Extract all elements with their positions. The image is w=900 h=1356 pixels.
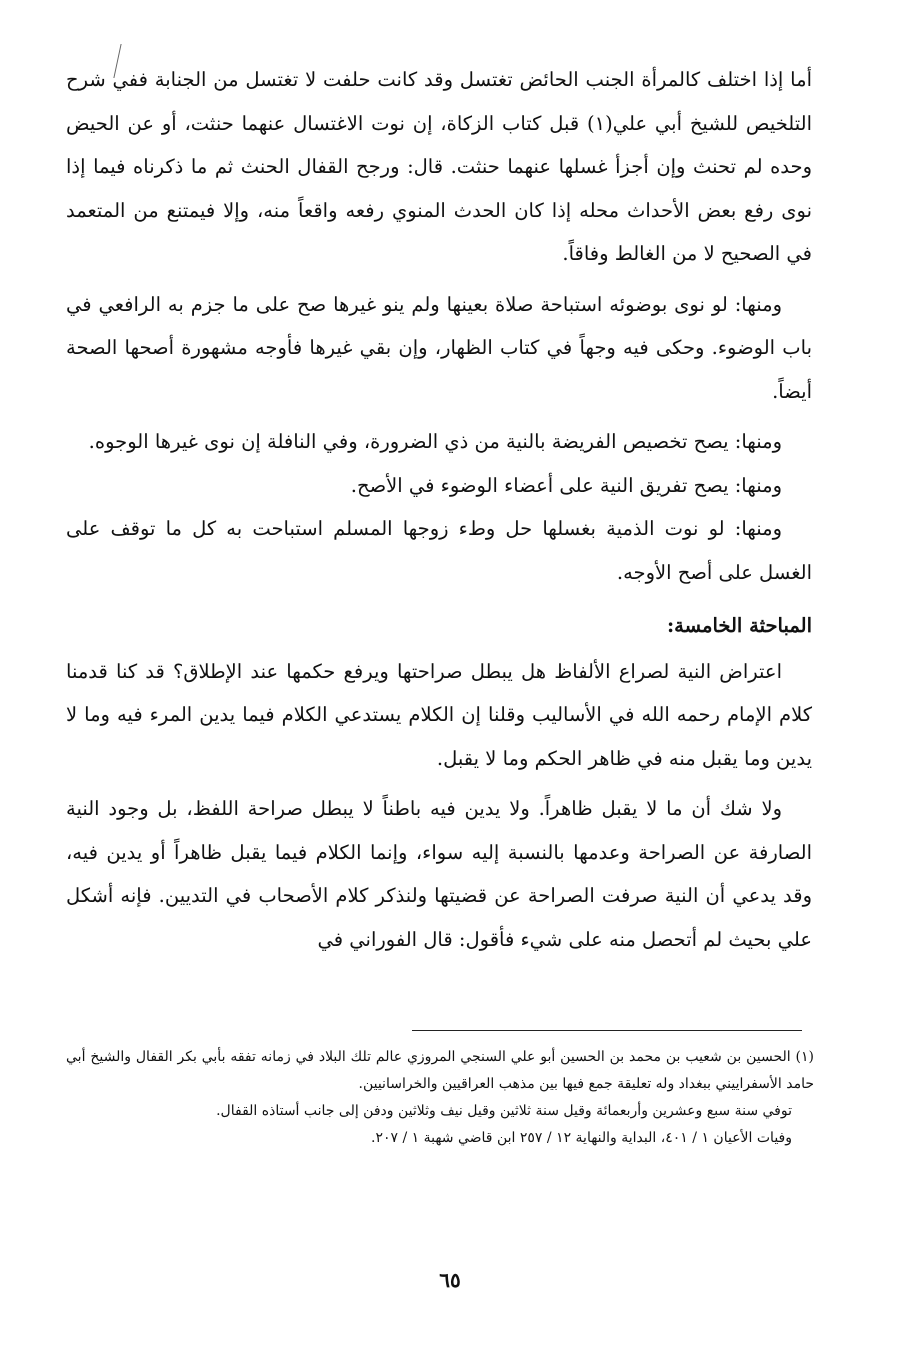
paragraph: ولا شك أن ما لا يقبل ظاهراً. ولا يدين فيه باطناً لا يبطل صراحة اللفظ، بل وجود النية الصارفة عن الصراحة وعدمها بالنسبة إليه سواء، وإنما الكلام فيما يقبل ظاهراً أو يدين فيه، وقد يدعي أن النية صرفت الصراحة عن قضيتها ولنذكر كلام الأصحاب في التديين. فإنه أشكل علي بحيث لم أتحصل منه على شيء فأقول: قال الفوراني في xyxy=(66,797,812,951)
footnote-text: وفيات الأعيان ١ / ٤٠١، البداية والنهاية ١٢ / ٢٥٧ ابن قاضي شهبة ١ / ٢٠٧. xyxy=(371,1130,792,1146)
footnote-text: (١) الحسين بن شعيب بن محمد بن الحسين أبو علي السنجي المروزي عالم تلك البلاد في زمانه تفقه بأبي بكر القفال والشيخ أبي حامد الأسفراييني ببغداد وله تعليقة جمع فيها بين مذهب العراقيين والخراسانيين. xyxy=(66,1049,814,1092)
main-text-body xyxy=(66,58,812,961)
paragraph: ومنها: يصح تخصيص الفريضة بالنية من ذي الضرورة، وفي النافلة إن نوى غيرها الوجوه. xyxy=(88,430,782,453)
paragraph: اعتراض النية لصراع الألفاظ هل يبطل صراحتها ويرفع حكمها عند الإطلاق؟ قد كنا قدمنا كلام الإمام رحمه الله في الأساليب وقلنا إن الكلام يستدعي الكلام فيما يدين المرء فيه وما لا يدين وما يقبل منه في ظاهر الحكم وما لا يقبل. xyxy=(66,659,812,770)
footnotes xyxy=(66,1044,814,1152)
footnote-separator xyxy=(412,1030,802,1031)
page-number: ٦٥ xyxy=(439,1268,461,1292)
paragraph: ومنها: يصح تفريق النية على أعضاء الوضوء في الأصح. xyxy=(350,473,782,497)
paragraph: أما إذا اختلف كالمرأة الجنب الحائض تغتسل وقد كانت حلفت لا تغتسل من الجنابة ففي شرح التلخيص للشيخ أبي علي(١) قبل كتاب الزكاة، إن نوت الاغتسال عنهما حنثت، أو عن الحيض وحده لم تحنث وإن أجزأ غسلها عنهما حنثت. قال: ورجح القفال الحنث ثم ما ذكرناه فيما إذا نوى رفع بعض الأحداث محله إذا كان الحدث المنوي رفعه واقعاً منه، وإلا فيمتنع من المتعمد في الصحيح لا من الغالط وفاقاً. xyxy=(66,68,812,265)
section-heading: المباحثة الخامسة: xyxy=(666,614,812,637)
footnote-text: توفي سنة سبع وعشرين وأربعمائة وقيل سنة ثلاثين وقيل نيف وثلاثين ودفن إلى جانب أستاذه القفال. xyxy=(216,1103,792,1119)
paragraph: ومنها: لو نوت الذمية بغسلها حل وطء زوجها المسلم استباحت به كل ما توقف على الغسل على أصح الأوجه. xyxy=(66,517,812,584)
paragraph: ومنها: لو نوى بوضوئه استباحة صلاة بعينها ولم ينو غيرها صح على ما جزم به الرافعي في باب الوضوء. وحكى فيه وجهاً في كتاب الظهار، وإن بقي غيرها فأوجه مشهورة أصحها الصحة أيضاً. xyxy=(66,292,812,403)
